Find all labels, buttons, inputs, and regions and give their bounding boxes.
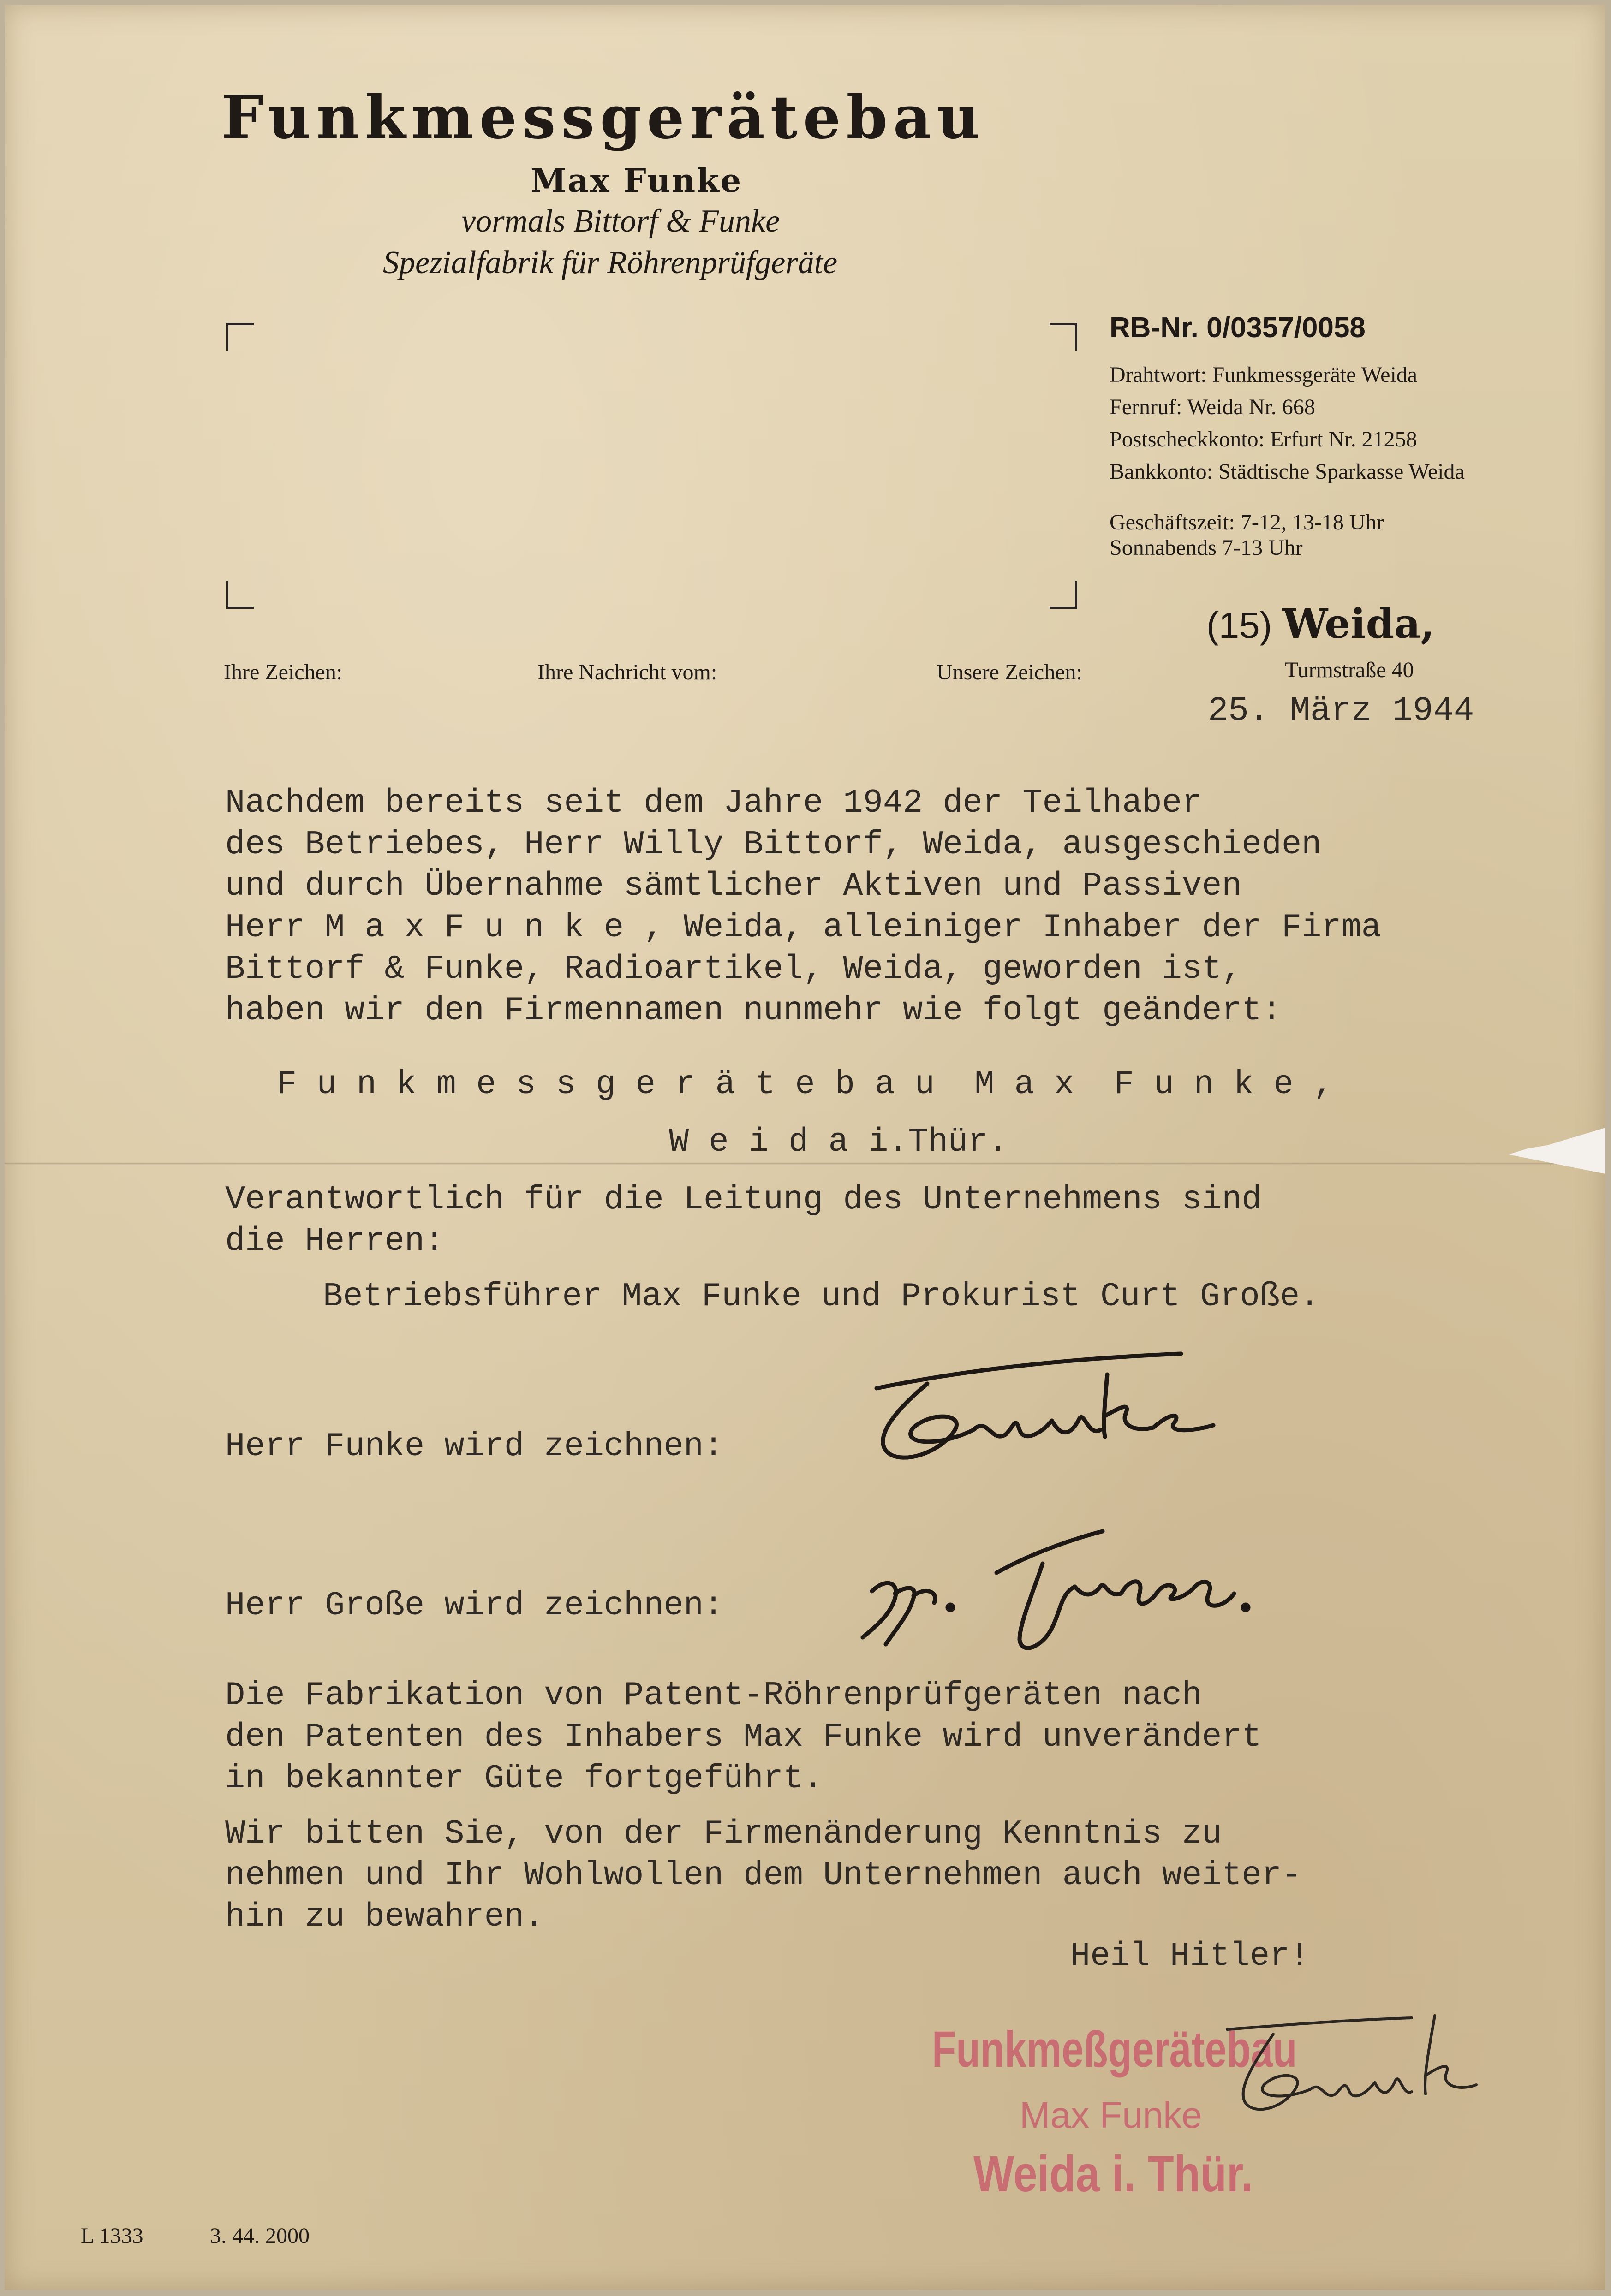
closing-salutation: Heil Hitler! bbox=[1070, 1937, 1310, 1975]
your-message-label: Ihre Nachricht vom: bbox=[537, 660, 717, 684]
business-hours: Geschäftszeit: 7-12, 13-18 Uhr bbox=[1110, 510, 1384, 535]
city-name: Weida, bbox=[1282, 600, 1435, 648]
stamp-signature bbox=[1218, 2006, 1504, 2154]
address-corner-top-right bbox=[1050, 323, 1077, 351]
postal-code: (15) bbox=[1206, 605, 1272, 646]
address-corner-bottom-right bbox=[1050, 581, 1077, 609]
new-company-name: F u n k m e s s g e r ä t e b a u M a x F u n k e , bbox=[277, 1065, 1333, 1103]
body-line: Verantwortlich für die Leitung des Unternehmens sind bbox=[225, 1181, 1262, 1219]
body-line: die Herren: bbox=[225, 1222, 445, 1260]
owner-name: Max Funke bbox=[531, 161, 743, 200]
telegram-address: Drahtwort: Funkmessgeräte Weida bbox=[1110, 363, 1418, 387]
stamp-line-3: Weida i. Thür. bbox=[973, 2146, 1253, 2202]
body-line: des Betriebes, Herr Willy Bittorf, Weida, ausgeschieden bbox=[225, 826, 1322, 863]
body-line: Nachdem bereits seit dem Jahre 1942 der Teilhaber bbox=[225, 784, 1202, 822]
form-number: L 1333 bbox=[81, 2224, 143, 2248]
address-corner-top-left bbox=[226, 323, 254, 351]
grosse-signature bbox=[844, 1517, 1306, 1670]
our-reference-label: Unsere Zeichen: bbox=[937, 660, 1082, 684]
body-line: in bekannter Güte fortgeführt. bbox=[225, 1760, 823, 1797]
your-reference-label: Ihre Zeichen: bbox=[224, 660, 343, 684]
managers-line: Betriebsführer Max Funke und Prokurist Curt Große. bbox=[323, 1278, 1320, 1315]
letter-date: 25. März 1944 bbox=[1208, 692, 1474, 731]
formerly-line: vormals Bittorf & Funke bbox=[461, 203, 780, 239]
saturday-hours: Sonnabends 7-13 Uhr bbox=[1110, 535, 1303, 560]
body-line: Wir bitten Sie, von der Firmenänderung Kenntnis zu bbox=[225, 1815, 1222, 1853]
rb-number: RB-Nr. 0/0357/0058 bbox=[1110, 312, 1366, 344]
funke-signature bbox=[849, 1338, 1264, 1494]
grosse-signature-label: Herr Große wird zeichnen: bbox=[225, 1587, 724, 1624]
place-line bbox=[1206, 600, 1435, 648]
phone-number: Fernruf: Weida Nr. 668 bbox=[1110, 395, 1315, 419]
postal-check-account: Postscheckkonto: Erfurt Nr. 21258 bbox=[1110, 427, 1417, 452]
body-line: haben wir den Firmennamen nunmehr wie folgt geändert: bbox=[225, 992, 1282, 1029]
funke-signature-label: Herr Funke wird zeichnen: bbox=[225, 1428, 724, 1465]
body-line: Herr M a x F u n k e , Weida, alleiniger Inhaber der Firma bbox=[225, 909, 1382, 946]
bank-account: Bankkonto: Städtische Sparkasse Weida bbox=[1110, 459, 1465, 484]
print-code: 3. 44. 2000 bbox=[210, 2224, 310, 2248]
body-line: hin zu bewahren. bbox=[225, 1898, 544, 1936]
paper-fold bbox=[5, 1162, 1605, 1165]
body-line: den Patenten des Inhabers Max Funke wird unverändert bbox=[225, 1718, 1262, 1756]
body-line: Bittorf & Funke, Radioartikel, Weida, geworden ist, bbox=[225, 950, 1242, 988]
company-name: Funkmessgerätebau bbox=[221, 83, 985, 152]
stamp-line-1: Funkmeßgerätebau bbox=[932, 2021, 1297, 2078]
body-line: nehmen und Ihr Wohlwollen dem Unternehmen auch weiter- bbox=[225, 1856, 1302, 1894]
body-line: Die Fabrikation von Patent-Röhrenprüfgeräten nach bbox=[225, 1677, 1202, 1714]
new-company-location: W e i d a i.Thür. bbox=[669, 1123, 1008, 1161]
street-address: Turmstraße 40 bbox=[1285, 658, 1414, 682]
address-corner-bottom-left bbox=[226, 581, 254, 609]
specialty-line: Spezialfabrik für Röhrenprüfgeräte bbox=[383, 245, 838, 280]
stamp-line-2: Max Funke bbox=[1020, 2094, 1202, 2135]
body-line: und durch Übernahme sämtlicher Aktiven und Passiven bbox=[225, 867, 1242, 905]
